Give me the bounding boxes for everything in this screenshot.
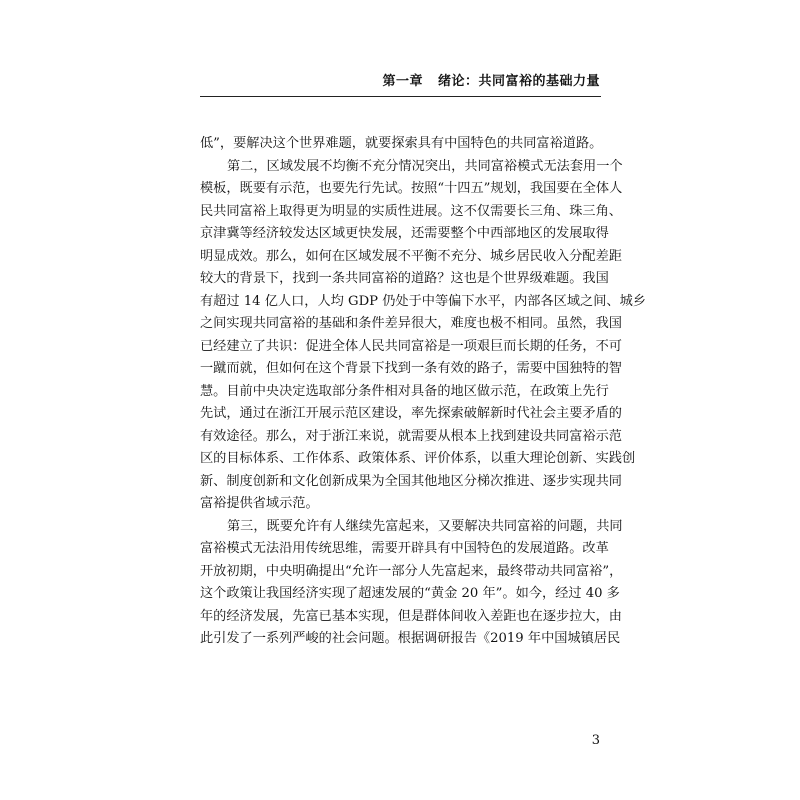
text-line: 慧。目前中央决定选取部分条件相对具备的地区做示范，在政策上先行 — [200, 383, 609, 399]
text-line: 第三，既要允许有人继续先富起来，又要解决共同富裕的问题，共同 — [227, 518, 623, 534]
text-line: 此引发了一系列严峻的社会问题。根据调研报告《2019 年中国城镇居民 — [200, 631, 621, 646]
text-line: 先试，通过在浙江开展示范区建设，率先探索破解新时代社会主要矛盾的 — [200, 406, 622, 421]
paragraph-1 — [200, 133, 601, 156]
text-line: 新、制度创新和文化创新成果为全国其他地区分梯次推进、逐步实现共同 — [200, 473, 622, 489]
text-line: 开放初期，中央明确提出“允许一部分人先富起来，最终带动共同富裕”， — [200, 563, 623, 579]
text-line: 模板，既要有示范，也要先行先试。按照“十四五”规划，我国要在全体人 — [200, 181, 623, 196]
text-line: 较大的背景下，找到一条共同富裕的道路？这也是个世界级难题。我国 — [200, 271, 609, 286]
chapter-label: 第一章 — [382, 74, 423, 89]
header-rule — [200, 96, 601, 97]
running-head — [382, 70, 600, 89]
text-line: 有超过 14 亿人口，人均 GDP 仍处于中等偏下水平，内部各区域之间、城乡 — [200, 293, 646, 309]
text-line: 第二，区域发展不均衡不充分情况突出，共同富裕模式无法套用一个 — [227, 158, 623, 174]
text-line: 区的目标体系、工作体系、政策体系、评价体系，以重大理论创新、实践创 — [200, 451, 636, 466]
text-line: 京津冀等经济较发达区域更快发展，还需要整个中西部地区的发展取得 — [200, 226, 609, 241]
chapter-title: 绪论：共同富裕的基础力量 — [437, 74, 600, 89]
text-line: 明显成效。那么，如何在区域发展不平衡不充分、城乡居民收入分配差距 — [200, 248, 622, 264]
text-line: 低”，要解决这个世界难题，就要探索具有中国特色的共同富裕道路。 — [200, 136, 603, 151]
text-line: 年的经济发展，先富已基本实现，但是群体间收入差距也在逐步拉大，由 — [200, 608, 622, 624]
text-line: 富裕提供省域示范。 — [200, 496, 319, 511]
text-line: 富裕模式无法沿用传统思维，需要开辟具有中国特色的发展道路。改革 — [200, 541, 609, 556]
paragraph-2 — [200, 156, 646, 516]
paragraph-3 — [200, 516, 623, 651]
page-number: 3 — [591, 733, 600, 748]
body-text — [200, 133, 646, 651]
text-line: 民共同富裕上取得更为明显的实质性进展。这不仅需要长三角、珠三角、 — [200, 203, 622, 219]
text-line: 一蹴而就，但如何在这个背景下找到一条有效的路子，需要中国独特的智 — [200, 361, 622, 376]
text-line: 这个政策让我国经济实现了超速发展的“黄金 20 年”。如今，经过 40 多 — [200, 586, 620, 601]
text-line: 已经建立了共识：促进全体人民共同富裕是一项艰巨而长期的任务，不可 — [200, 338, 622, 354]
text-line: 之间实现共同富裕的基础和条件差异很大，难度也极不相同。虽然，我国 — [200, 316, 622, 331]
text-line: 有效途径。那么，对于浙江来说，就需要从根本上找到建设共同富裕示范 — [200, 428, 622, 444]
